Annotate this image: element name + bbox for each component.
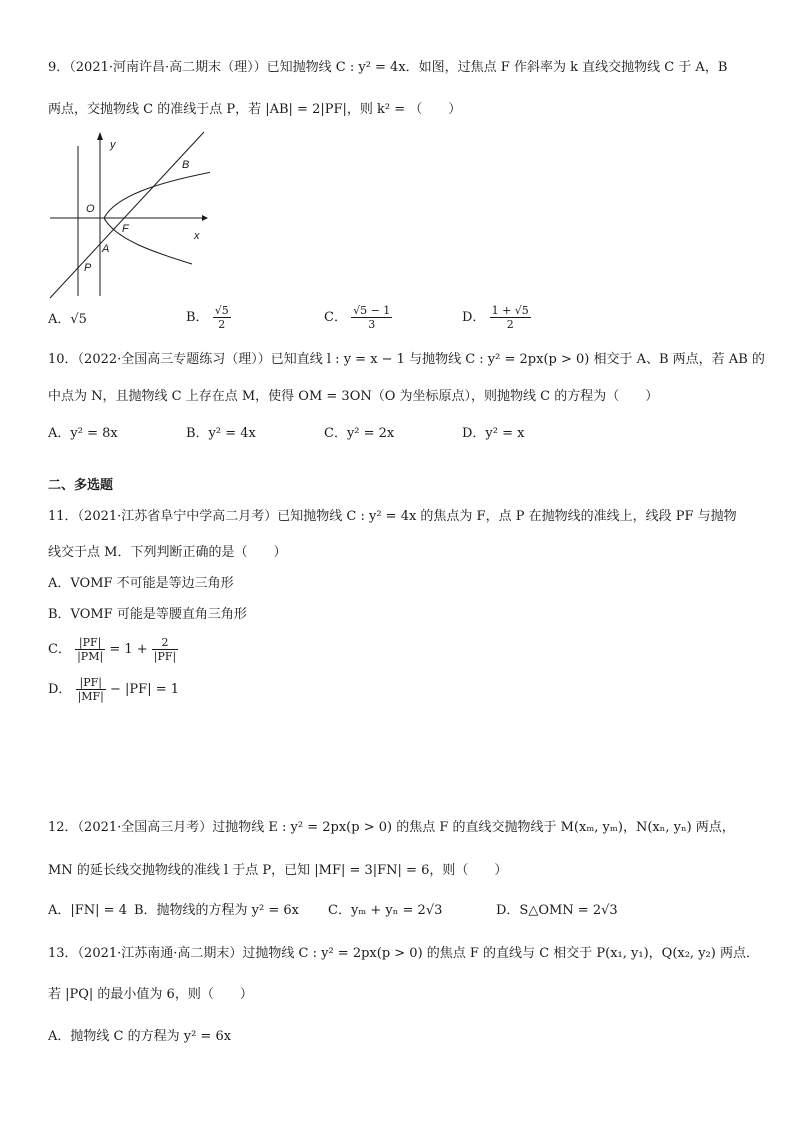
fraction	[152, 636, 178, 663]
denominator: 2	[506, 318, 514, 331]
label-b: B	[182, 159, 190, 171]
label-f: F	[122, 223, 129, 235]
q12-stem-line1: 12．（2021·全国高三月考）过抛物线 E : y² = 2px(p > 0) 的焦点 F 的直线交抛物线于 M(xₘ, yₘ)，N(xₙ, yₙ) 两点，	[48, 820, 735, 835]
q9-option-b[interactable]	[186, 304, 231, 331]
denominator: |PM|	[77, 650, 104, 663]
fraction	[213, 304, 231, 331]
q11-option-b[interactable]: B．VOMF 可能是等腰直角三角形	[48, 607, 247, 622]
q9-option-c[interactable]	[324, 304, 392, 331]
q11-option-d[interactable]	[48, 676, 179, 703]
label-p: P	[84, 262, 92, 274]
q11-option-a[interactable]: A．VOMF 不可能是等边三角形	[48, 576, 234, 591]
option-label: C．	[324, 310, 347, 325]
fraction	[75, 636, 105, 663]
q9-option-d[interactable]	[462, 304, 531, 331]
q9-option-a[interactable]: A．√5	[48, 312, 87, 327]
q11-option-c[interactable]	[48, 636, 178, 663]
q12-option-b[interactable]: B．抛物线的方程为 y² = 6x	[134, 903, 300, 918]
q10-option-d[interactable]: D．y² = x	[462, 426, 525, 441]
numerator: 2	[152, 636, 178, 650]
numerator: √5	[214, 304, 229, 317]
q10-option-a[interactable]: A．y² = 8x	[48, 426, 118, 441]
y-axis-arrow	[97, 132, 103, 140]
denominator: 2	[218, 318, 226, 331]
label-y: y	[110, 139, 116, 151]
q10-option-c[interactable]: C．y² = 2x	[324, 426, 395, 441]
expression-middle: = 1 +	[109, 642, 148, 657]
fraction	[351, 304, 392, 331]
expression-tail: − |PF| = 1	[110, 682, 180, 697]
q12-option-d[interactable]: D．S△OMN = 2√3	[496, 903, 618, 918]
section-heading: 二、多选题	[48, 478, 114, 493]
fraction	[76, 676, 106, 703]
label-o: O	[86, 203, 95, 215]
q9-figure	[46, 128, 210, 300]
option-label: D．	[462, 310, 486, 325]
q13-stem-line2: 若 |PQ| 的最小值为 6，则（ ）	[48, 987, 253, 1002]
fraction	[490, 304, 531, 331]
focal-line	[50, 132, 204, 298]
q10-stem-line1: 10．（2022·全国高三专题练习（理））已知直线 l : y = x − 1 与抛物线 C : y² = 2px(p > 0) 相交于 A、B 两点，若 AB 的	[48, 352, 765, 367]
denominator: 3	[368, 318, 376, 331]
q12-stem-line2: MN 的延长线交抛物线的准线 l 于点 P，已知 |MF| = 3|FN| = 6，则（ ）	[48, 863, 508, 878]
q13-option-a[interactable]: A．抛物线 C 的方程为 y² = 6x	[48, 1029, 232, 1044]
label-a: A	[102, 243, 110, 255]
denominator: |MF|	[77, 690, 104, 703]
denominator: |PF|	[153, 650, 177, 663]
option-label: C．	[48, 642, 71, 657]
q12-option-a[interactable]: A．|FN| = 4	[48, 903, 127, 918]
q12-option-c[interactable]: C．yₘ + yₙ = 2√3	[328, 903, 443, 918]
option-label: B．	[186, 310, 209, 325]
numerator: |PF|	[76, 676, 106, 690]
q13-stem-line1: 13．（2021·江苏南通·高二期末）过抛物线 C : y² = 2px(p > 0) 的焦点 F 的直线与 C 相交于 P(x₁, y₁)，Q(x₂, y₂) 两点．	[48, 946, 759, 961]
numerator: 1 + √5	[491, 304, 529, 317]
q10-stem-line2: 中点为 N，且抛物线 C 上存在点 M，使得 OM = 3ON（O 为坐标原点），则抛物线 C 的方程为（ ）	[48, 389, 659, 404]
q11-stem-line2: 线交于点 M．下列判断正确的是（ ）	[48, 545, 287, 560]
q10-option-b[interactable]: B．y² = 4x	[186, 426, 256, 441]
q9-stem-line1: 9．（2021·河南许昌·高二期末（理））已知抛物线 C : y² = 4x．如图，过焦点 F 作斜率为 k 直线交抛物线 C 于 A，B	[48, 60, 728, 75]
q9-stem-line2: 两点，交抛物线 C 的准线于点 P，若 |AB| = 2|PF|，则 k² = （ ）	[48, 102, 462, 117]
q11-stem-line1: 11．（2021·江苏省阜宁中学高二月考）已知抛物线 C : y² = 4x 的焦点为 F，点 P 在抛物线的准线上，线段 PF 与抛物	[48, 509, 737, 524]
numerator: |PF|	[75, 636, 105, 650]
option-label: D．	[48, 682, 72, 697]
numerator: √5 − 1	[353, 304, 391, 317]
x-axis-arrow	[202, 215, 208, 221]
label-x: x	[194, 230, 200, 242]
